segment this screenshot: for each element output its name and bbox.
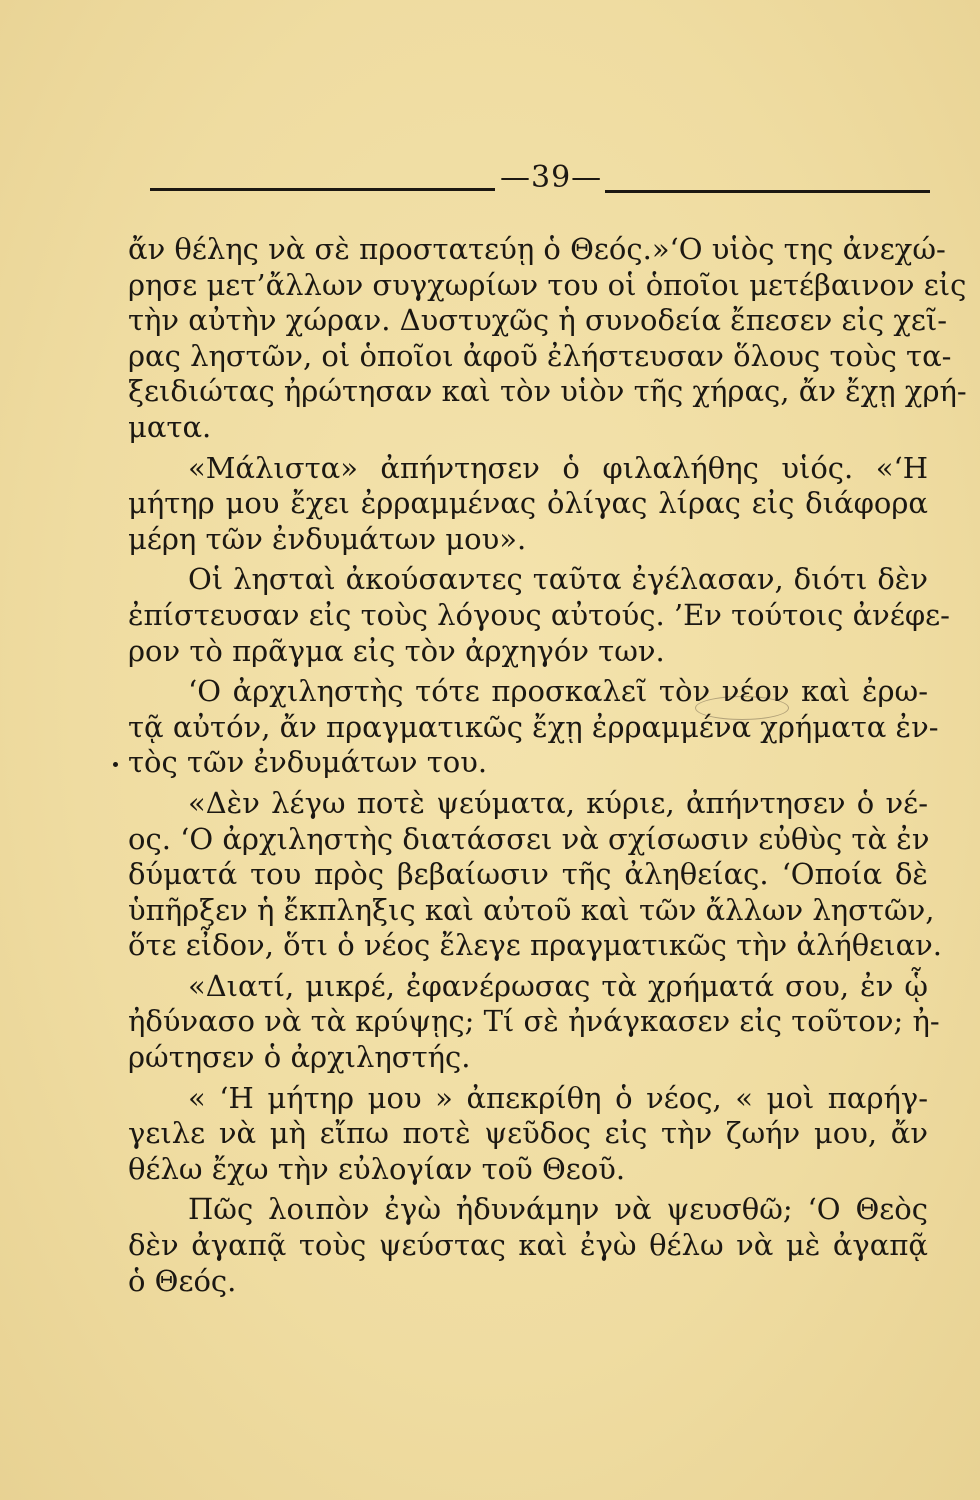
paragraph	[128, 451, 928, 558]
text-line: ρας ληστῶν, οἱ ὁποῖοι ἀφοῦ ἐλήστευσαν ὅλους τοὺς τα-	[128, 338, 952, 373]
header-rule-right	[605, 190, 930, 193]
paragraph	[128, 785, 942, 964]
header-rule-left	[150, 188, 495, 191]
text-line: τὴν αὐτὴν χώραν. Δυστυχῶς ἡ συνοδεία ἔπεσεν εἰς χεῖ-	[128, 303, 948, 338]
text-line: τᾷ αὐτόν, ἄν πραγματικῶς ἔχῃ ἐρραμμένα χρήματα ἐν-	[128, 709, 939, 744]
text-line: ὁ Θεός.	[128, 1263, 237, 1298]
text-line: μήτηρ μου ἔχει ἐρραμμένας ὀλίγας λίρας εἰς διάφορα	[128, 486, 928, 521]
text-line: Οἱ λησταὶ ἀκούσαντες ταῦτα ἐγέλασαν, διότι δὲν	[188, 562, 928, 597]
text-line: τὸς τῶν ἐνδυμάτων του.	[128, 745, 488, 780]
text-line: ματα.	[128, 409, 212, 444]
text-line: ‘Ο ἀρχιληστὴς τότε προσκαλεῖ τὸν νέον καὶ ἐρω-	[188, 674, 928, 709]
text-line: « ‘Η μήτηρ μου » ἀπεκρίθη ὁ νέος, « μοὶ παρήγ-	[188, 1080, 928, 1115]
body-text	[128, 232, 967, 1299]
text-line: ρησε μετ’ἄλλων συγχωρίων του οἱ ὁποῖοι μετέβαινον εἰς	[128, 267, 967, 302]
paragraph	[128, 1192, 928, 1299]
text-line: Πῶς λοιπὸν ἐγὼ ἠδυνάμην νὰ ψευσθῶ; ‘Ο Θεὸς	[188, 1192, 928, 1227]
text-line: ρώτησεν ὁ ἀρχιληστής.	[128, 1040, 471, 1075]
text-line: δὲν ἀγαπᾷ τοὺς ψεύστας καὶ ἐγὼ θέλω νὰ μὲ ἀγαπᾷ	[128, 1228, 928, 1263]
text-line: ὅτε εἶδον, ὅτι ὁ νέος ἔλεγε πραγματικῶς τὴν ἀλήθειαν.	[128, 928, 942, 963]
paragraph	[128, 1081, 928, 1188]
text-line: δύματά του πρὸς βεβαίωσιν τῆς ἀληθείας. ‘Οποία δὲ	[128, 857, 928, 892]
text-line: μέρη τῶν ἐνδυμάτων μου».	[128, 521, 527, 556]
text-line: ος. ‘Ο ἀρχιληστὴς διατάσσει νὰ σχίσωσιν εὐθὺς τὰ ἐν	[128, 821, 930, 856]
text-line: θέλω ἔχω τὴν εὐλογίαν τοῦ Θεοῦ.	[128, 1151, 626, 1186]
paragraph	[128, 968, 940, 1076]
text-line: γειλε νὰ μὴ εἴπω ποτὲ ψεῦδος εἰς τὴν ζωήν μου, ἄν	[128, 1116, 928, 1151]
text-line: ἄν θέλης νὰ σὲ προστατεύῃ ὁ Θεός.»‘Ο υἱὸς της ἀνεχώ-	[128, 232, 946, 266]
text-line: ἠδύνασο νὰ τὰ κρύψῃς; Τί σὲ ἠνάγκασεν εἰς τοῦτον; ἠ-	[128, 1004, 940, 1039]
paragraph	[128, 562, 950, 669]
text-line: «Διατί, μικρέ, ἐφανέρωσας τὰ χρήματά σου, ἐν ᾧ	[188, 968, 928, 1003]
page-header	[150, 160, 930, 210]
paragraph	[128, 674, 939, 781]
text-line: ἐπίστευσαν εἰς τοὺς λόγους αὐτούς. ’Εν τούτοις ἀνέφε-	[128, 597, 950, 632]
text-line: ὑπῆρξεν ἡ ἔκπληξις καὶ αὐτοῦ καὶ τῶν ἄλλων ληστῶν,	[128, 892, 935, 927]
ink-dot	[113, 762, 118, 767]
page-number: —39—	[500, 160, 603, 195]
text-line: ξειδιώτας ἠρώτησαν καὶ τὸν υἱὸν τῆς χήρας, ἄν ἔχῃ χρή-	[128, 374, 967, 409]
text-line: «Μάλιστα» ἀπήντησεν ὁ φιλαλήθης υἱός. «‘Η	[188, 450, 928, 485]
text-line: «Δὲν λέγω ποτὲ ψεύματα, κύριε, ἀπήντησεν ὁ νέ-	[188, 785, 928, 820]
text-line: ρον τὸ πρᾶγμα εἰς τὸν ἀρχηγόν των.	[128, 633, 665, 668]
paragraph	[128, 232, 967, 446]
